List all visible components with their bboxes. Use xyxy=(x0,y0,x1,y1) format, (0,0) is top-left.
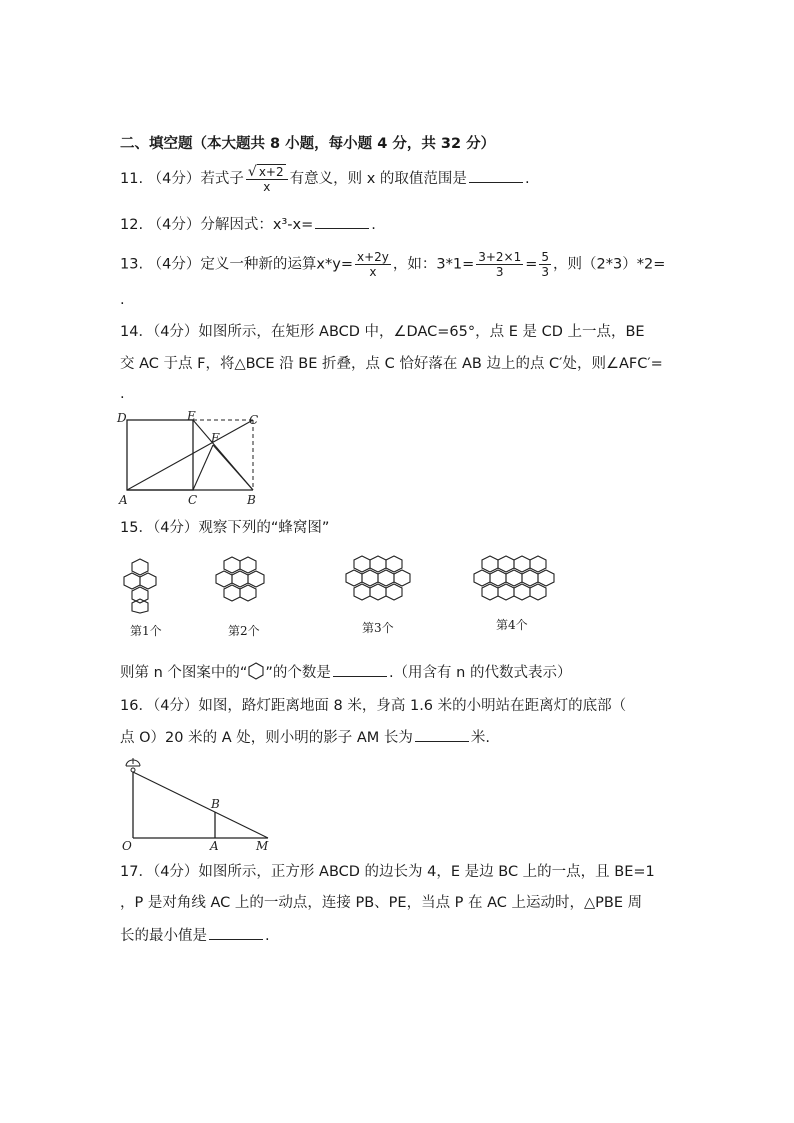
q11-number: 11. xyxy=(120,171,144,187)
q11-score: （4分） xyxy=(147,171,201,187)
caption-figure-4: 第4个 xyxy=(496,618,528,632)
q13-eq: = xyxy=(525,256,538,273)
q16-line2-post: 米. xyxy=(470,730,490,746)
q11-pre: 若式子 xyxy=(200,171,244,187)
q11-answer-blank[interactable] xyxy=(469,168,523,183)
rectangle-ADEC xyxy=(127,420,193,490)
q13-def-den: x xyxy=(369,265,377,279)
q12-score: （4分） xyxy=(147,217,201,233)
honeycomb-figure-2 xyxy=(214,553,274,609)
q14-figure xyxy=(115,408,265,508)
q17-line2: ，P 是对角线 AC 上的一动点，连接 PB、PE，当点 P 在 AC 上运动时，△PBE 周 xyxy=(120,895,643,911)
q11-sqrt-body: x+2 xyxy=(258,165,284,179)
q13-res-fraction xyxy=(539,250,551,279)
q13-pre: 定义一种新的运算 xyxy=(200,256,317,273)
q14-line1: 14．（4分）如图所示，在矩形 ABCD 中，∠DAC=65°，点 E 是 CD 上一点，BE xyxy=(120,324,645,340)
q12-end: . xyxy=(371,217,376,233)
q12-number: 12. xyxy=(120,217,144,233)
q13-mid: ，如：3*1= xyxy=(392,256,475,273)
q17-line3-pre: 长的最小值是 xyxy=(120,928,207,944)
segment-FB xyxy=(213,445,253,490)
honeycomb-figure-4 xyxy=(472,552,564,608)
diagonal-AC xyxy=(127,420,253,490)
caption-figure-2: 第2个 xyxy=(228,624,260,638)
caption-figure-1: 第1个 xyxy=(130,624,162,638)
q11-frac-den: x xyxy=(263,180,271,194)
q11-end: . xyxy=(524,171,530,187)
q13-ex-den: 3 xyxy=(495,265,504,279)
question-12 xyxy=(120,214,376,235)
q16-answer-blank[interactable] xyxy=(415,727,469,742)
label-A: A xyxy=(119,493,128,507)
q13-score: （4分） xyxy=(147,256,201,273)
label-C-bottom: C xyxy=(188,493,198,507)
q17-line3 xyxy=(120,925,270,946)
q13-line2: . xyxy=(120,292,125,308)
label-E: E xyxy=(187,409,196,423)
caption-figure-3: 第3个 xyxy=(362,621,394,635)
q13-def-num: x+2y xyxy=(356,250,389,264)
q12-answer-blank[interactable] xyxy=(315,214,369,229)
q16-line1: 16．（4分）如图，路灯距离地面 8 米，身高 1.6 米的小明站在距离灯的底部（ xyxy=(120,698,627,714)
label-O: O xyxy=(122,839,132,852)
label-B: B xyxy=(247,493,256,507)
label-F: F xyxy=(211,431,220,445)
q16-line2 xyxy=(120,727,490,748)
q17-answer-blank[interactable] xyxy=(209,925,263,940)
q12-text: 分解因式：x³-x= xyxy=(200,217,314,233)
label-B: B xyxy=(211,797,220,811)
lamp-icon xyxy=(126,758,140,772)
q13-post: ，则（2*3）*2= xyxy=(553,256,666,273)
label-D: D xyxy=(117,411,127,425)
q13-ex-num: 3+2×1 xyxy=(478,250,522,264)
q13-ex-fraction xyxy=(476,250,523,279)
section-header: 二、填空题（本大题共 8 小题，每小题 4 分，共 32 分） xyxy=(120,136,496,152)
q17-line1: 17．（4分）如图所示，正方形 ABCD 的边长为 4，E 是边 BC 上的一点，且 BE=1 xyxy=(120,864,655,880)
honeycomb-figure-1 xyxy=(118,555,178,615)
q15-line2-pre: 则第 n 个图案中的“ xyxy=(120,665,248,681)
question-11 xyxy=(120,164,530,194)
q15-line2-post: .（用含有 n 的代数式表示） xyxy=(388,665,572,681)
q16-figure xyxy=(118,758,278,852)
q13-number: 13. xyxy=(120,256,144,273)
question-13 xyxy=(120,250,665,279)
hexagon-icon xyxy=(247,662,265,680)
q15-line2 xyxy=(120,662,571,683)
q14-line2: 交 AC 于点 F，将△BCE 沿 BE 折叠，点 C 恰好落在 AB 边上的点 C′处，则∠AFC′= xyxy=(120,356,663,372)
label-C-top: C xyxy=(249,413,259,427)
q17-line3-post: . xyxy=(265,928,270,944)
q15-line1: 15．（4分）观察下列的“蜂窝图” xyxy=(120,520,330,536)
q13-res-den: 3 xyxy=(541,265,550,279)
q13-def-fraction xyxy=(355,250,391,279)
q13-def-lhs: x*y= xyxy=(316,256,353,273)
q15-line2-mid: ”的个数是 xyxy=(265,665,331,681)
q16-line2-pre: 点 O）20 米的 A 处，则小明的影子 AM 长为 xyxy=(120,730,413,746)
label-M: M xyxy=(256,839,269,852)
q14-line3: . xyxy=(120,386,125,402)
honeycomb-figure-3 xyxy=(344,552,416,608)
q15-answer-blank[interactable] xyxy=(333,662,387,677)
q11-fraction: $\frac{√ x+2}{x}$ xyxy=(246,164,288,194)
light-ray xyxy=(133,772,268,838)
label-A: A xyxy=(210,839,219,852)
q11-post: 有意义，则 x 的取值范围是 xyxy=(289,171,467,187)
q13-res-num: 5 xyxy=(541,250,550,264)
